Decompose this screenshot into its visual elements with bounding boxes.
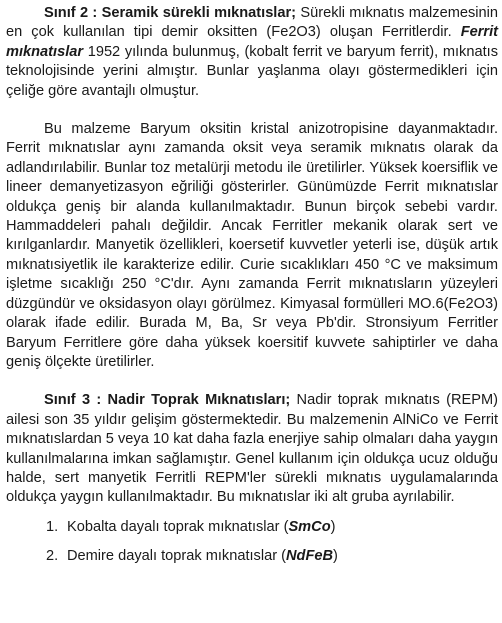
list-item <box>6 547 498 566</box>
section3-heading: Sınıf 3 : Nadir Toprak Mıknatısları; <box>44 392 291 409</box>
section3-paragraph <box>6 391 498 507</box>
list-item-text: Demire dayalı toprak mıknatıslar ( <box>67 548 286 565</box>
section3-text: Nadir toprak mıknatıs (REPM) ailesi son 35 yıldır gelişim göstermektedir. Bu malzemenin AlNiCo ve Ferrit mıknatıslardan 5 veya 10 kat daha fazla enerjiye sahip olmaları daha yaygın kullanılmalarına imkan sağlamıştır. Genel kullanım için oldukça ucuz olduğu halde, sert manyetik Ferritli REPM'ler sürekli mıknatıs uygulamalarında oldukça yaygın kullanılmaktadır. Bu mıknatıslar iki alt gruba ayrılabilir. <box>6 392 498 506</box>
list-item-close: ) <box>330 518 336 535</box>
list-gap <box>6 508 498 518</box>
section2-intro-paragraph <box>6 4 498 101</box>
section2-text2: 1952 yılında bulunmuş, (kobalt ferrit ve baryum ferrit), mıknatıs teknolojisinde yerini almıştır. Bunlar yaşlanma olayı göstermedikleri için çeliğe göre avantajlı olmuştur. <box>6 43 498 99</box>
list-item-formula: NdFeB <box>285 548 334 565</box>
paragraph-gap <box>6 372 498 391</box>
magnet-subgroup-list <box>6 518 498 567</box>
section2-body-paragraph: Bu malzeme Baryum oksitin kristal anizotropisine dayanmaktadır. Ferrit mıknatıslar aynı zamanda oksit veya seramik mıknatıs olarak da adlandırılabilir. Bunlar toz metalürji metodu ile üretilirler. Yüksek koersiflik ve lineer demanyetizasyon eğriliği gösterirler. Günümüzde Ferrit mıknatıslar oldukça geniş bir alanda kullanılmaktadır. Bunun birçok sebebi vardır. Hammaddeleri pahalı değildir. Ancak Ferritler mekanik olarak sert ve kırılganlardır. Manyetik özellikleri, koersetif kuvvetler yeterli ise, düşük artık mıknatısiyetlik ile karakterize edilir. Curie sıcaklıkları 450 °C ve maksimum işletme sıcaklığı 250 °C'dır. Aynı zamanda Ferrit mıknatısların yüzeyleri düzgündür ve oksidasyon olayı görülmez. Kimyasal formülleri MO.6(Fe2O3) olarak ifade edilir. Burada M, Ba, Sr veya Pb'dir. Stronsiyum Ferritler Baryum Ferritlere göre daha yüksek koersitif kuvvete sahiptirler ve daha geniş ölçekte üretilirler. <box>6 121 498 370</box>
list-number: 2. <box>46 548 59 565</box>
ferrit-term: Ferrit mıknatıslar <box>6 24 498 60</box>
list-item <box>6 518 498 537</box>
paragraph-gap <box>6 101 498 120</box>
list-item-close: ) <box>333 548 338 565</box>
list-number: 1. <box>46 518 59 535</box>
list-item-formula: SmCo <box>288 518 331 535</box>
list-item-text: Kobalta dayalı toprak mıknatıslar ( <box>67 518 289 535</box>
section2-text1: Sürekli mıknatıs malzemesinin en çok kullanılan tipi demir oksitten (Fe2O3) oluşan Ferritlerdir. <box>6 5 498 41</box>
section2-heading: Sınıf 2 : Seramik sürekli mıknatıslar; <box>44 5 297 21</box>
